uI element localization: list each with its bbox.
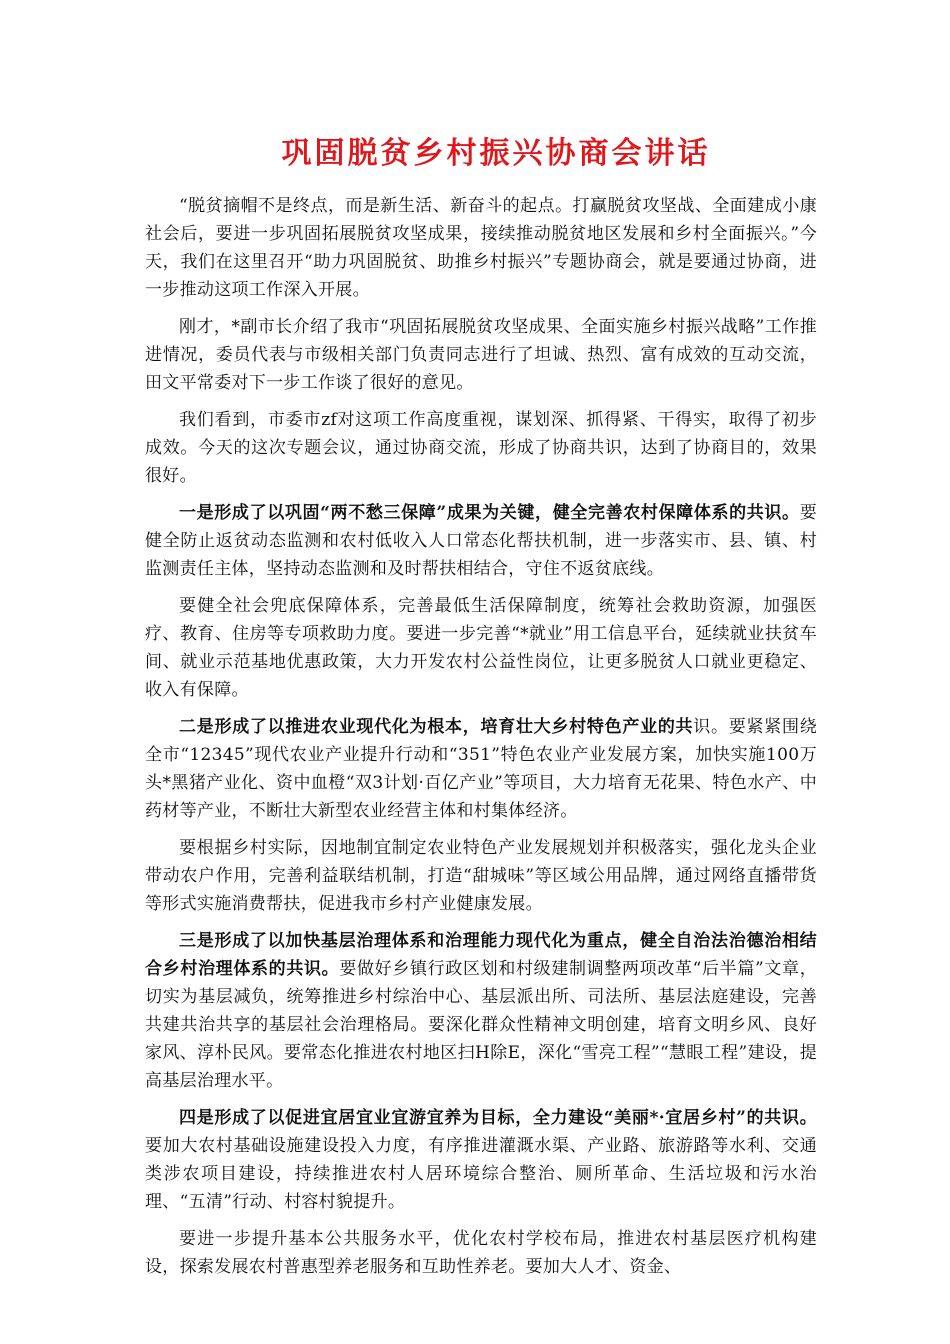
paragraph-6-text: 识。要紧紧围绕全市“12345”现代农业产业提升行动和“351”特色农业产业发展方案，加快实施100万头*黑猪产业化、资中血橙“双3计划·百亿产业”等项目，大力培育无花果、特色水产、中药材等产业，不断壮大新型农业经营主体和村集体经济。	[145, 717, 818, 821]
paragraph-10	[145, 1225, 817, 1281]
paragraph-6-lead: 二是形成了以推进农业现代化为根本，培育壮大乡村特色产业的共	[179, 717, 694, 737]
paragraph-4	[145, 499, 817, 583]
paragraph-1-text: “脱贫摘帽不是终点，而是新生活、新奋斗的起点。打赢脱贫攻坚战、全面建成小康社会后，要进一步巩固拓展脱贫攻坚成果，接续推动脱贫地区发展和乡村全面振兴。”今天，我们在这里召开“助力巩固脱贫、助推乡村振兴”专题协商会，就是要通过协商，进一步推动这项工作深入开展。	[145, 196, 817, 300]
paragraph-3-text: 我们看到，市委市zf对这项工作高度重视，谋划深、抓得紧、干得实，取得了初步成效。今天的这次专题会议，通过协商交流，形成了协商共识，达到了协商目的，效果很好。	[145, 410, 817, 486]
paragraph-5	[145, 592, 817, 704]
paragraph-5-text: 要健全社会兜底保障体系，完善最低生活保障制度，统筹社会救助资源，加强医疗、教育、住房等专项救助力度。要进一步完善“*就业”用工信息平台，延续就业扶贫车间、就业示范基地优惠政策，大力开发农村公益性岗位，让更多脱贫人口就业更稳定、收入有保障。	[145, 596, 817, 700]
paragraph-2	[145, 313, 817, 397]
paragraph-10-text: 要进一步提升基本公共服务水平，优化农村学校布局，推进农村基层医疗机构建设，探索发展农村普惠型养老服务和互助性养老。要加大人才、资金、	[145, 1229, 817, 1277]
paragraph-4-lead: 一是形成了以巩固“两不愁三保障”成果为关键，健全完善农村保障体系的共识。	[179, 503, 800, 523]
document-title: 巩固脱贫乡村振兴协商会讲话	[281, 136, 711, 171]
paragraph-3	[145, 406, 817, 490]
paragraph-8	[145, 927, 817, 1095]
paragraph-1	[145, 192, 817, 304]
paragraph-9-text: 要加大农村基础设施建设投入力度，有序推进灌溉水渠、产业路、旅游路等水利、交通类涉农项目建设，持续推进农村人居环境综合整治、厕所革命、生活垃圾和污水治理、“五清”行动、村容村貌提升。	[145, 1136, 817, 1212]
paragraph-9-lead: 四是形成了以促进宜居宜业宜游宜养为目标，全力建设“美丽*·宜居乡村”的共识。	[179, 1108, 817, 1128]
paragraph-6	[145, 713, 817, 825]
paragraph-8-lead: 三是形成了以加快基层治理体系和治理能力现代化为重点，健全自治法治德治相结合乡村治理体系的共识。	[145, 931, 817, 979]
paragraph-2-text: 刚才，*副市长介绍了我市“巩固拓展脱贫攻坚成果、全面实施乡村振兴战略”工作推进情况，委员代表与市级相关部门负责同志进行了坦诚、热烈、富有成效的互动交流，田文平常委对下一步工作谈了很好的意见。	[145, 317, 817, 393]
paragraph-9	[145, 1104, 817, 1216]
paragraph-8-text: 要做好乡镇行政区划和村级建制调整两项改革“后半篇”文章，切实为基层减负，统筹推进乡村综治中心、基层派出所、司法所、基层法庭建设，完善共建共治共享的基层社会治理格局。要深化群众性精神文明创建，培育文明乡风、良好家风、淳朴民风。要常态化推进农村地区扫H除E，深化“雪亮工程”“慧眼工程”建设，提高基层治理水平。	[145, 959, 817, 1091]
paragraph-7	[145, 834, 817, 918]
paragraph-4-text: 要健全防止返贫动态监测和农村低收入人口常态化帮扶机制，进一步落实市、县、镇、村监测责任主体，坚持动态监测和及时帮扶相结合，守住不返贫底线。	[145, 503, 817, 579]
paragraph-7-text: 要根据乡村实际，因地制宜制定农业特色产业发展规划并积极落实，强化龙头企业带动农户作用，完善利益联结机制，打造“甜城味”等区域公用品牌，通过网络直播带货等形式实施消费帮扶，促进我市乡村产业健康发展。	[145, 838, 817, 914]
document-page	[145, 130, 817, 1290]
